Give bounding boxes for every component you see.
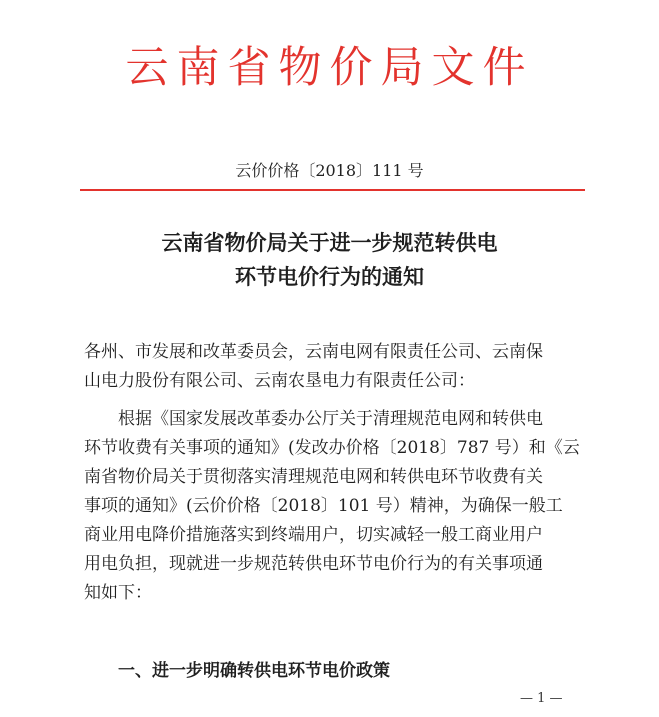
- section-heading: 一、进一步明确转供电环节电价政策: [118, 661, 390, 681]
- text-line: 环节收费有关事项的通知》(发改办价格〔2018〕787 号）和《云: [84, 438, 580, 458]
- text-line: 山电力股份有限公司、云南农垦电力有限责任公司：: [84, 371, 475, 391]
- text-line: 用电负担，现就进一步规范转供电环节电价行为的有关事项通: [84, 554, 543, 574]
- notice-title-line: 环节电价行为的通知: [235, 265, 424, 289]
- text-line: 商业用电降价措施落实到终端用户，切实减轻一般工商业用户: [84, 525, 543, 545]
- document-number: 云价价格〔2018〕111 号: [235, 161, 424, 180]
- salutation: [84, 338, 584, 396]
- issuing-authority-header: 云南省物价局文件: [125, 43, 534, 93]
- notice-title-line: 云南省物价局关于进一步规范转供电: [161, 231, 498, 255]
- text-line: 各州、市发展和改革委员会，云南电网有限责任公司、云南保: [84, 342, 543, 362]
- notice-title: [0, 226, 659, 294]
- page-number: — 1 —: [520, 691, 563, 706]
- text-line: 事项的通知》(云价价格〔2018〕101 号）精神，为确保一般工: [84, 496, 563, 516]
- red-divider-line: [80, 189, 585, 191]
- text-line: 知如下：: [84, 583, 152, 603]
- text-line: 南省物价局关于贯彻落实清理规范电网和转供电环节收费有关: [84, 467, 543, 487]
- text-line: 根据《国家发展改革委办公厅关于清理规范电网和转供电: [118, 409, 543, 429]
- body-paragraph: [84, 405, 584, 608]
